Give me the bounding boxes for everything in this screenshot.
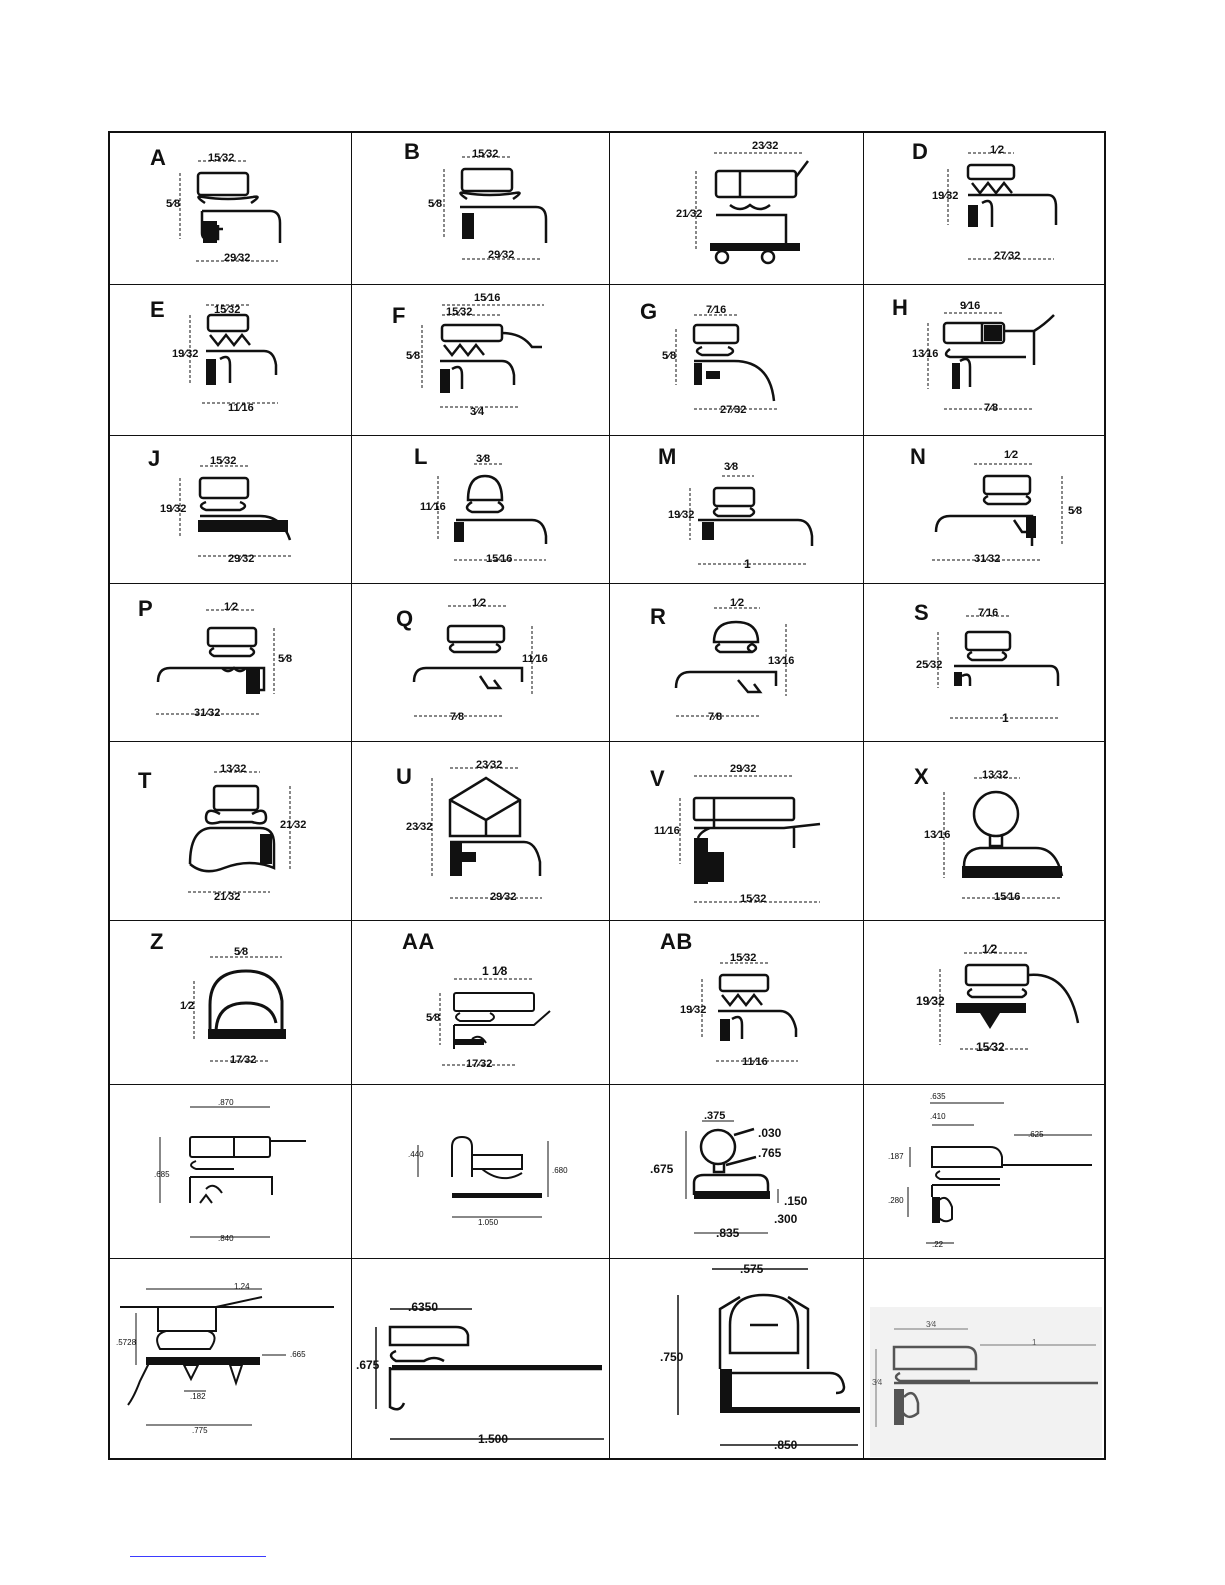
dimension-label: 29⁄32 (224, 252, 251, 264)
profile-cell-c (610, 133, 863, 284)
dimension-label: 25⁄32 (916, 659, 943, 671)
dimension-label: 15⁄32 (730, 952, 757, 964)
profile-cell-r9c1 (110, 1259, 351, 1459)
profile-cell-r8c1 (110, 1085, 351, 1258)
dimension-label: 5⁄8 (426, 1012, 441, 1024)
dimension-label: 7⁄8 (984, 402, 999, 414)
profile-letter: Q (396, 606, 414, 631)
gasket-profile-drawing (610, 921, 863, 1084)
profile-cell-p (110, 584, 351, 741)
dimension-label: 21⁄32 (676, 208, 703, 220)
dimension-label: .187 (888, 1152, 904, 1161)
dimension-label: 13⁄32 (220, 763, 247, 775)
dimension-label: 1⁄2 (224, 601, 239, 613)
dimension-label: 29⁄32 (490, 891, 517, 903)
dimension-label: .635 (930, 1092, 946, 1101)
dimension-label: 21⁄32 (214, 891, 241, 903)
dimension-label: 7⁄16 (978, 607, 999, 619)
profile-cell-u (352, 742, 609, 920)
profile-cell-r9c3 (610, 1259, 863, 1459)
dimension-label: 1⁄2 (1004, 449, 1019, 461)
dimension-label: 11⁄16 (522, 653, 548, 665)
profile-cell-q (352, 584, 609, 741)
dimension-label: 1.050 (478, 1218, 499, 1227)
dimension-label: 15⁄32 (210, 455, 237, 467)
gasket-profile-drawing (352, 1259, 609, 1459)
profile-letter: Z (150, 929, 164, 954)
gasket-profile-drawing (610, 1259, 863, 1459)
profile-cell-r9c4 (864, 1259, 1104, 1459)
dimension-label: 21⁄32 (280, 819, 307, 831)
profile-letter: R (650, 604, 667, 629)
profile-cell-z (110, 921, 351, 1084)
dimension-label: 5⁄8 (662, 350, 677, 362)
dimension-label: 7⁄8 (708, 711, 723, 723)
dimension-label: 3⁄8 (724, 461, 739, 473)
profile-letter: B (404, 139, 421, 164)
profile-cell-h (864, 285, 1104, 435)
profile-letter: M (658, 444, 677, 469)
dimension-label: .665 (290, 1350, 306, 1359)
dimension-label: 5⁄8 (1068, 505, 1083, 517)
profile-cell-x (864, 742, 1104, 920)
dimension-label: 1⁄2 (472, 597, 487, 609)
dimension-label: 3⁄8 (476, 453, 491, 465)
profile-cell-d (864, 133, 1104, 284)
dimension-label: 1.24 (234, 1282, 250, 1291)
dimension-label: 19⁄32 (680, 1004, 707, 1016)
dimension-label: .440 (408, 1150, 424, 1159)
profile-cell-l (352, 436, 609, 583)
profile-letter: AA (402, 929, 435, 954)
dimension-label: .575 (740, 1262, 764, 1276)
profile-letter: N (910, 444, 927, 469)
dimension-label: 1⁄2 (730, 597, 745, 609)
dimension-label: .150 (784, 1194, 808, 1208)
dimension-label: 1.500 (478, 1432, 509, 1446)
profile-cell-b (352, 133, 609, 284)
dimension-label: 15⁄32 (740, 893, 767, 905)
dimension-label: 1⁄2 (990, 144, 1005, 156)
profile-cell-ac (864, 921, 1104, 1084)
dimension-label: 15⁄32 (446, 306, 473, 318)
profile-letter: G (640, 299, 658, 324)
profile-letter: J (148, 446, 161, 471)
dimension-label: 1 (1002, 711, 1009, 725)
dimension-label: 23⁄32 (476, 759, 503, 771)
dimension-label: .625 (1028, 1130, 1044, 1139)
dimension-label: 29⁄32 (228, 553, 255, 565)
dimension-label: 15⁄32 (208, 152, 235, 164)
dimension-label: 11⁄16 (742, 1056, 768, 1068)
dimension-label: .675 (650, 1162, 674, 1176)
gasket-profile-drawing (864, 1085, 1104, 1258)
dimension-label: 1 (1032, 1338, 1037, 1347)
profile-letter: S (914, 600, 930, 625)
profile-cell-r8c4 (864, 1085, 1104, 1258)
dimension-label: 7⁄16 (706, 304, 727, 316)
dimension-label: .835 (716, 1226, 740, 1240)
profile-cell-t (110, 742, 351, 920)
profile-letter: L (414, 444, 428, 469)
gasket-profile-drawing (110, 1085, 351, 1258)
dimension-label: 27⁄32 (994, 250, 1021, 262)
dimension-label: .182 (190, 1392, 206, 1401)
profile-letter: X (914, 764, 930, 789)
dimension-label: .375 (704, 1110, 726, 1122)
dimension-label: 13⁄16 (768, 655, 795, 667)
dimension-label: 17⁄32 (466, 1058, 493, 1070)
dimension-label: 29⁄32 (730, 763, 757, 775)
profile-cell-r (610, 584, 863, 741)
dimension-label: .680 (552, 1166, 568, 1175)
profile-cell-r8c3 (610, 1085, 863, 1258)
dimension-label: 27⁄32 (720, 404, 747, 416)
dimension-label: 15⁄32 (214, 304, 241, 316)
dimension-label: 29⁄32 (488, 249, 515, 261)
footer-link-underline[interactable] (130, 1556, 266, 1557)
dimension-label: 19⁄32 (160, 503, 187, 515)
dimension-label: 11⁄16 (654, 825, 680, 837)
gasket-profile-drawing (864, 1259, 1104, 1459)
dimension-label: .030 (758, 1126, 782, 1140)
dimension-label: .300 (774, 1212, 798, 1226)
dimension-label: 1⁄2 (180, 1000, 195, 1012)
profile-cell-e (110, 285, 351, 435)
profile-letter: P (138, 596, 154, 621)
dimension-label: 19⁄32 (668, 509, 695, 521)
profile-cell-v (610, 742, 863, 920)
dimension-label: 7⁄8 (450, 711, 465, 723)
profile-letter: E (150, 297, 166, 322)
dimension-label: 23⁄32 (406, 821, 433, 833)
profile-cell-aa (352, 921, 609, 1084)
dimension-label: 15⁄16 (474, 292, 501, 304)
dimension-label: .280 (888, 1196, 904, 1205)
dimension-label: 5⁄8 (428, 198, 443, 210)
dimension-label: 1⁄2 (982, 942, 998, 956)
profile-cell-g (610, 285, 863, 435)
dimension-label: 11⁄16 (420, 501, 446, 513)
gasket-profile-drawing (110, 1259, 351, 1459)
profile-cell-f (352, 285, 609, 435)
dimension-label: 5⁄8 (406, 350, 421, 362)
profile-cell-s (864, 584, 1104, 741)
dimension-label: 19⁄32 (916, 994, 945, 1008)
dimension-label: 11⁄16 (228, 402, 254, 414)
dimension-label: 19⁄32 (932, 190, 959, 202)
dimension-label: .750 (660, 1350, 684, 1364)
dimension-label: 15⁄16 (994, 891, 1021, 903)
dimension-label: 3⁄4 (872, 1378, 883, 1387)
dimension-label: 17⁄32 (230, 1054, 257, 1066)
dimension-label: 1 (744, 557, 751, 571)
dimension-label: 5⁄8 (234, 946, 249, 958)
dimension-label: 31⁄32 (194, 707, 221, 719)
gasket-profile-drawing (610, 436, 863, 583)
profile-cell-j (110, 436, 351, 583)
profile-letter: H (892, 295, 909, 320)
profile-cell-m (610, 436, 863, 583)
profile-letter: V (650, 766, 666, 791)
dimension-label: 1 1⁄8 (482, 964, 508, 978)
profile-letter: AB (660, 929, 693, 954)
dimension-label: .765 (758, 1146, 782, 1160)
dimension-label: 15⁄32 (472, 148, 499, 160)
dimension-label: 3⁄4 (926, 1320, 937, 1329)
gasket-profile-drawing (352, 1085, 609, 1258)
gasket-profile-drawing (610, 133, 863, 284)
profile-letter: T (138, 768, 152, 793)
profile-cell-n (864, 436, 1104, 583)
profile-cell-a (110, 133, 351, 284)
dimension-label: 15⁄16 (486, 553, 513, 565)
dimension-label: 5⁄8 (166, 198, 181, 210)
profile-letter: F (392, 303, 406, 328)
dimension-label: 13⁄16 (912, 348, 939, 360)
profile-letter: U (396, 764, 413, 789)
dimension-label: 13⁄32 (982, 769, 1009, 781)
profile-cell-ab (610, 921, 863, 1084)
dimension-label: .840 (218, 1234, 234, 1243)
dimension-label: .685 (154, 1170, 170, 1179)
dimension-label: .870 (218, 1098, 234, 1107)
dimension-label: .775 (192, 1426, 208, 1435)
profile-letter: A (150, 145, 167, 170)
dimension-label: .675 (356, 1358, 380, 1372)
dimension-label: 9⁄16 (960, 300, 981, 312)
dimension-label: 19⁄32 (172, 348, 199, 360)
dimension-label: .5728 (116, 1338, 137, 1347)
dimension-label: .410 (930, 1112, 946, 1121)
dimension-label: 13⁄16 (924, 829, 951, 841)
profile-cell-r9c2 (352, 1259, 609, 1459)
profile-cell-r8c2 (352, 1085, 609, 1258)
profile-letter: D (912, 139, 929, 164)
dimension-label: 23⁄32 (752, 140, 779, 152)
dimension-label: .22 (932, 1240, 944, 1249)
dimension-label: 5⁄8 (278, 653, 293, 665)
dimension-label: .6350 (408, 1300, 439, 1314)
profile-grid (108, 131, 1106, 1460)
dimension-label: .850 (774, 1438, 798, 1452)
gasket-profile-drawing (864, 133, 1104, 284)
dimension-label: 15⁄32 (976, 1040, 1005, 1054)
dimension-label: 31⁄32 (974, 553, 1001, 565)
dimension-label: 3⁄4 (470, 406, 485, 418)
